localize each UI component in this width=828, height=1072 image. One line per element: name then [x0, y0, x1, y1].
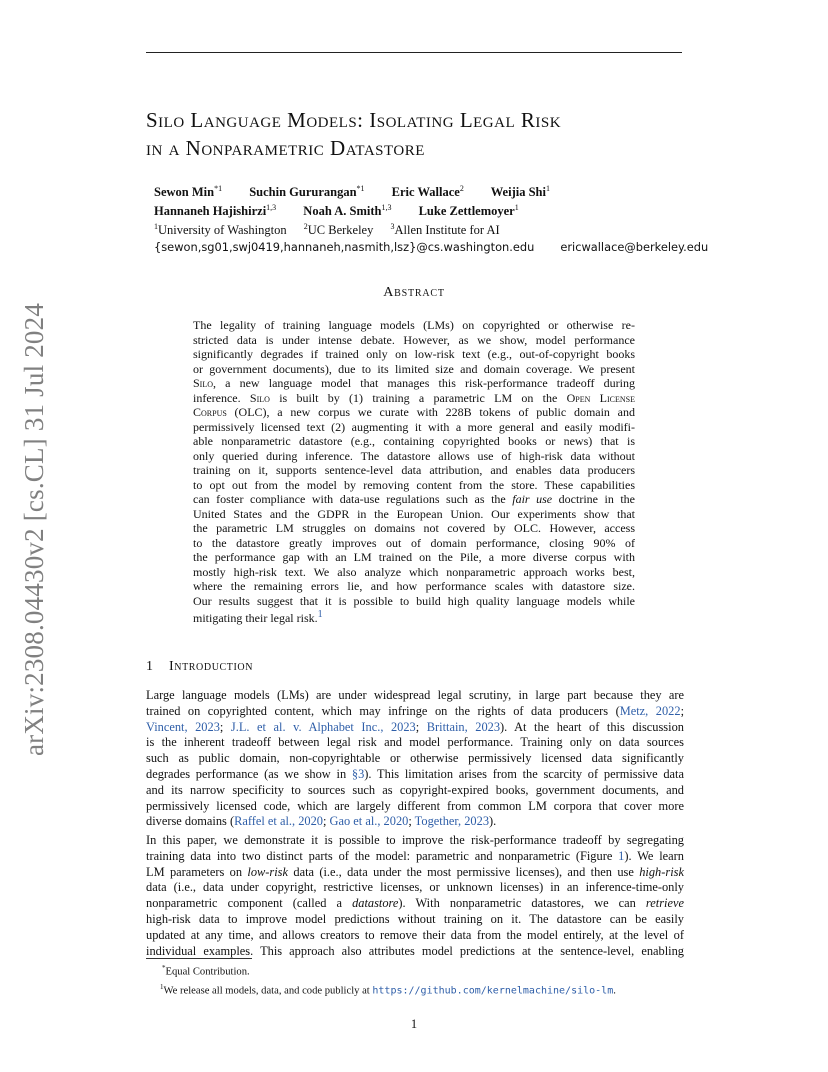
author-name: Suchin Gururangan — [249, 185, 357, 200]
affiliation-name: Allen Institute for AI — [394, 223, 500, 238]
author-name: Sewon Min — [154, 185, 215, 200]
emphasis: retrieve — [645, 896, 684, 911]
author-name: Weijia Shi — [490, 185, 546, 200]
body-line: Large language models (LMs) are under widespread legal scrutiny, in large part because they are — [146, 688, 684, 702]
text-span: , a new language model that manages this risk-performance tradeoff during — [213, 376, 635, 390]
email-uw: {sewon,sg01,swj0419,hannaneh,nasmith,lsz}@cs.washington.edu — [154, 240, 535, 255]
section-ref-link[interactable]: §3 — [351, 766, 365, 781]
text-span: ). At the heart of this discussion — [500, 719, 684, 734]
affiliation-sup: 3 — [390, 222, 395, 232]
model-name: Silo — [249, 390, 270, 405]
section-heading-introduction — [146, 659, 253, 675]
abstract-heading: Abstract — [383, 285, 445, 300]
github-link[interactable]: https://github.com/kernelmachine/silo-lm — [372, 985, 614, 997]
text-span: ). This limitation arises from the scarcity of permissive data — [364, 766, 684, 781]
abstract-line: significantly degrades if trained only on low-risk text (e.g., out-of-copyright books — [193, 347, 635, 361]
text-span: ; — [415, 719, 420, 734]
text-span: is built by (1) training a parametric LM on the — [279, 390, 558, 405]
text-span: trained on copyrighted content, which may infringe on the rights of data producers ( — [146, 703, 620, 718]
email-berkeley: ericwallace@berkeley.edu — [560, 240, 709, 255]
text-span: ; — [219, 719, 224, 734]
abstract-line: where the remaining errors lie, and how performance scales with datastore size. — [193, 579, 635, 593]
footnote-sup: 1 — [160, 982, 164, 991]
abstract-line: United States and the GDPR in the European Union. Our experiments show that — [193, 506, 635, 521]
intro-paragraph-1 — [146, 688, 684, 830]
model-name: Silo — [193, 376, 214, 390]
body-line: updated at any time, and allows creators to remove their data from the model entirely, at the level of — [146, 927, 684, 942]
footnotes — [146, 961, 616, 998]
emphasis: high-risk — [639, 864, 684, 879]
author-row-2 — [154, 200, 708, 219]
abstract-line: to the datastore greatly improves out of domain performance, closing 90% of — [193, 535, 635, 550]
footnote-marker-link[interactable]: 1 — [317, 609, 323, 620]
text-span: data (i.e., data under the most permissive licenses), and then use — [293, 864, 634, 879]
affiliation-sup: 2 — [303, 222, 308, 232]
footnote-sup: * — [162, 964, 166, 972]
section-number: 1 — [146, 659, 153, 674]
text-span: ; — [680, 703, 685, 718]
body-line — [146, 896, 684, 912]
footnote-equal-contribution — [146, 961, 616, 980]
author — [491, 185, 550, 199]
corpus-name: Corpus — [193, 405, 227, 419]
citation-link[interactable]: Raffel et al., 2020 — [234, 814, 323, 829]
text-span: doctrine in the — [558, 492, 636, 506]
author-sup: 1 — [514, 203, 519, 213]
abstract-line: the parametric LM struggles on domains not covered by OLC. However, access — [193, 521, 635, 535]
body-line — [146, 814, 684, 830]
footnote-release — [146, 980, 616, 999]
section-title: Introduction — [169, 659, 254, 674]
affiliations — [154, 219, 708, 238]
footnote-text: We release all models, data, and code publicly at — [163, 985, 370, 997]
author-sup: 1,3 — [381, 203, 392, 213]
abstract-line: permissively licensed text (2) augmenting it with a more general and easily modifi- — [193, 419, 635, 434]
abstract-line: to opt out from the model by removing content from the store. These capabilities — [193, 477, 635, 492]
body-line: and its narrow specificity to sources such as copyright-expired books, government documents, and — [146, 782, 684, 797]
affiliation — [390, 223, 499, 237]
citation-link[interactable]: J.L. et al. v. Alphabet Inc., 2023 — [230, 719, 416, 734]
page-number: 1 — [410, 1017, 418, 1031]
body-line: In this paper, we demonstrate it is possible to improve the risk-performance tradeoff by segregating — [146, 833, 684, 847]
arxiv-stamp — [20, 300, 50, 758]
citation-link[interactable]: Brittain, 2023 — [426, 719, 501, 734]
author-block — [154, 181, 708, 255]
body-line: is the inherent tradeoff between legal risk and model performance. Training only on data sources — [146, 735, 684, 750]
abstract-line: stricted data is under intense debate. However, as we show, model performance — [193, 332, 635, 347]
author — [249, 185, 364, 199]
text-span: ; — [322, 814, 327, 829]
body-line: high-risk data to improve model predictions without training on it. The datastore can be easily — [146, 911, 684, 926]
text-span: ). We learn — [624, 848, 684, 863]
arxiv-identifier: arXiv:2308.04430v2 [cs.CL] 31 Jul 2024 — [19, 302, 50, 756]
body-line: data (i.e., data under copyright, restrictive licenses, or unknown licenses) in an inference-time-only — [146, 880, 684, 895]
abstract-line — [193, 492, 635, 507]
text-span: training data into two distinct parts of the model: parametric and nonparametric (Figure — [146, 848, 613, 863]
affiliation-sup: 1 — [154, 222, 158, 232]
body-line — [146, 767, 684, 783]
title-line-2: in a Nonparametric Datastore — [146, 136, 425, 160]
body-line — [146, 865, 684, 881]
abstract-line — [193, 391, 635, 406]
author-row-1 — [154, 181, 708, 200]
text-span: degrades performance (as we show in — [146, 766, 347, 781]
affiliation-name: UC Berkeley — [307, 223, 374, 238]
abstract-line: mostly high-risk text. We also analyze which nonparametric approach works best, — [193, 564, 635, 579]
email-row — [154, 239, 708, 255]
intro-paragraph-2 — [146, 833, 684, 959]
author-sup: 1,3 — [266, 203, 277, 213]
text-span: ). — [489, 814, 497, 829]
footnote-text: . — [613, 985, 616, 997]
figure-ref-link[interactable]: 1 — [618, 848, 625, 863]
abstract-line: only queried during inference. The datastore allows use of high-risk data without — [193, 448, 635, 463]
author-sup: 1 — [545, 184, 550, 193]
body-line: such as public domain, non-copyrightable or otherwise permissively licensed data significantly — [146, 751, 684, 766]
text-span: can foster compliance with data-use regulations such as the — [193, 492, 506, 506]
emphasis: fair use — [512, 492, 553, 506]
body-line — [146, 720, 684, 736]
author — [303, 204, 391, 218]
author-sup: *1 — [356, 184, 365, 193]
footnote-rule — [146, 958, 252, 959]
author-name: Hannaneh Hajishirzi — [154, 204, 267, 219]
abstract-line — [193, 608, 635, 623]
abstract-line: or government documents), due to its limited size and domain coverage. We present — [193, 361, 635, 376]
author — [154, 204, 276, 218]
author — [392, 185, 464, 199]
abstract-line: The legality of training language models (LMs) on copyrighted or otherwise re- — [193, 318, 635, 332]
abstract-line: training on it, supports sentence-level data attribution, and enables data producers — [193, 463, 635, 477]
author — [419, 204, 519, 218]
footnote-text: Equal Contribution. — [165, 966, 250, 978]
corpus-name: Open License — [566, 390, 636, 405]
abstract-line: Our results suggest that it is possible to build high quality language models while — [193, 593, 635, 608]
citation-link[interactable]: Together, 2023 — [414, 814, 490, 829]
citation-link[interactable]: Metz, 2022 — [619, 703, 681, 718]
citation-link[interactable]: Gao et al., 2020 — [329, 814, 409, 829]
abstract-line: able nonparametric datastore (e.g., containing copyrighted books or news) that is — [193, 434, 635, 448]
text-span: inference. — [193, 390, 241, 405]
title-line-1: Silo Language Models: Isolating Legal Risk — [146, 108, 562, 132]
emphasis: datastore — [352, 896, 399, 911]
text-span: mitigating their legal risk. — [193, 611, 318, 625]
abstract-line — [193, 405, 635, 420]
top-rule — [146, 52, 682, 53]
text-span: nonparametric component (called a — [146, 896, 342, 911]
body-line: permissively licensed code, which are largely different from common LM corpora that cover more — [146, 798, 684, 813]
body-line: individual examples. This approach also attributes model predictions at the sentence-level, enabling — [146, 943, 684, 958]
citation-link[interactable]: Vincent, 2023 — [146, 719, 220, 734]
affiliation-name: University of Washington — [158, 223, 287, 238]
author-sup: 2 — [459, 184, 464, 193]
body-line — [146, 704, 684, 720]
author — [154, 185, 222, 199]
paper-title — [146, 106, 706, 162]
abstract-line — [193, 376, 635, 391]
text-span: (OLC), a new corpus we curate with 228B tokens of public domain and — [234, 405, 635, 419]
author-name: Noah A. Smith — [303, 204, 382, 219]
emphasis: low-risk — [247, 864, 289, 879]
author-name: Luke Zettlemoyer — [418, 204, 515, 219]
text-span: diverse domains ( — [146, 814, 235, 829]
abstract-body — [193, 318, 635, 623]
text-span: ). With nonparametric datastores, we can — [398, 896, 636, 911]
text-span: ; — [408, 814, 412, 829]
author-sup: *1 — [214, 184, 223, 193]
abstract-line: the performance gap with an LM trained on the Pile, a more diverse corpus with — [193, 550, 635, 564]
body-line — [146, 849, 684, 865]
affiliation — [154, 223, 287, 237]
text-span: LM parameters on — [146, 864, 243, 879]
author-name: Eric Wallace — [391, 185, 460, 200]
affiliation — [304, 223, 374, 237]
